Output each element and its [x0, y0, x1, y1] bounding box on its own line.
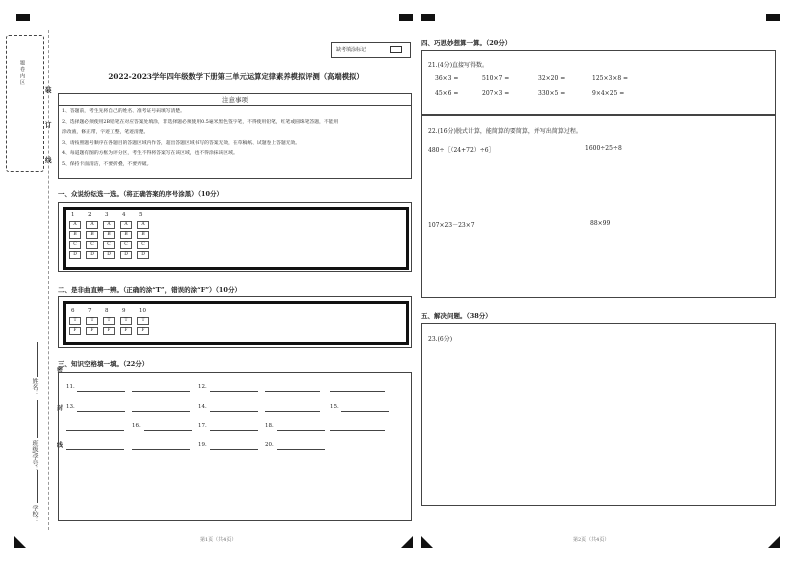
- notice-divider: [59, 105, 411, 106]
- section4-box-q22: [421, 114, 776, 298]
- q18-label: 18.: [265, 423, 274, 429]
- q12-label: 12.: [198, 384, 207, 390]
- q23-label: 23.(6分): [428, 336, 453, 343]
- question-number: 7: [88, 308, 92, 314]
- answer-bubble[interactable]: A: [137, 221, 149, 229]
- answer-bubble[interactable]: F: [69, 327, 81, 335]
- section2-bubble-grid: [69, 308, 169, 338]
- q22-item: 88×99: [590, 220, 611, 227]
- section4-title: 四、巧思妙想算一算。（20分）: [421, 39, 512, 47]
- answer-bubble[interactable]: D: [103, 251, 115, 259]
- answer-bubble[interactable]: T: [69, 317, 81, 325]
- section5-box: [421, 323, 776, 506]
- blank-line[interactable]: [77, 391, 125, 392]
- answer-bubble[interactable]: B: [86, 231, 98, 239]
- q21-item: 330×5 =: [538, 90, 566, 97]
- blank-line[interactable]: [210, 411, 258, 412]
- q17-label: 17.: [198, 423, 207, 429]
- corner-triangle-bm2: [421, 536, 433, 548]
- answer-bubble[interactable]: B: [120, 231, 132, 239]
- section3-title: 三、知识空格填一填。（22分）: [58, 360, 149, 368]
- blank-line[interactable]: [330, 430, 385, 431]
- school-line: [37, 470, 38, 503]
- blank-line[interactable]: [132, 411, 190, 412]
- notice-line: 涂改液，修正带，字迹工整，笔迹清楚。: [62, 130, 149, 135]
- q21-item: 36×3 =: [435, 75, 459, 82]
- answer-bubble[interactable]: T: [137, 317, 149, 325]
- blank-line[interactable]: [265, 411, 320, 412]
- class-line: [37, 400, 38, 438]
- answer-bubble[interactable]: C: [69, 241, 81, 249]
- answer-bubble[interactable]: C: [86, 241, 98, 249]
- absent-mark-label: 缺考填涂标记: [336, 47, 367, 53]
- question-number: 3: [105, 212, 109, 218]
- blank-line[interactable]: [66, 430, 124, 431]
- q21-item: 45×6 =: [435, 90, 459, 97]
- blank-line[interactable]: [66, 449, 124, 450]
- blank-line[interactable]: [210, 449, 258, 450]
- answer-bubble[interactable]: B: [103, 231, 115, 239]
- answer-bubble[interactable]: C: [103, 241, 115, 249]
- answer-bubble[interactable]: C: [120, 241, 132, 249]
- answer-bubble[interactable]: D: [86, 251, 98, 259]
- answer-bubble[interactable]: F: [103, 327, 115, 335]
- answer-bubble[interactable]: F: [86, 327, 98, 335]
- corner-mark-top-right: [766, 14, 780, 21]
- answer-bubble[interactable]: D: [69, 251, 81, 259]
- answer-bubble[interactable]: T: [120, 317, 132, 325]
- answer-bubble[interactable]: F: [120, 327, 132, 335]
- page-title: 2022-2023学年四年级数学下册第三单元运算定律素养模拟评测（高端模拟）: [108, 72, 364, 81]
- answer-bubble[interactable]: D: [120, 251, 132, 259]
- school-label: 学校：: [31, 505, 38, 523]
- q14-label: 14.: [198, 404, 207, 410]
- question-number: 9: [122, 308, 126, 314]
- blank-line[interactable]: [265, 391, 320, 392]
- blank-line[interactable]: [132, 449, 190, 450]
- q22-item: 480÷［（24+72）÷6］: [428, 147, 495, 154]
- q15-label: 15.: [330, 404, 339, 410]
- notice-line: 3、请按照题号顺序在各题目的答题区域内作答，超出答题区域书写的答案无效，在草稿纸、试题卷上答题无效。: [62, 140, 301, 146]
- name-line: [37, 342, 38, 377]
- binding-top-box-text: 题 卷 内 区: [19, 60, 25, 85]
- blank-line[interactable]: [341, 411, 389, 412]
- blank-line[interactable]: [132, 391, 190, 392]
- binding-top-box: [6, 35, 44, 172]
- question-number: 6: [71, 308, 75, 314]
- answer-bubble[interactable]: F: [137, 327, 149, 335]
- question-number: 10: [139, 308, 146, 314]
- blank-line[interactable]: [210, 430, 258, 431]
- question-number: 8: [105, 308, 109, 314]
- q19-label: 19.: [198, 442, 207, 448]
- answer-bubble[interactable]: B: [137, 231, 149, 239]
- answer-bubble[interactable]: A: [120, 221, 132, 229]
- blank-line[interactable]: [277, 430, 325, 431]
- section3-box: [58, 372, 412, 521]
- question-number: 2: [88, 212, 92, 218]
- q21-item: 32×20 =: [538, 75, 566, 82]
- q21-item: 207×3 =: [482, 90, 510, 97]
- corner-triangle-br: [768, 536, 780, 548]
- q20-label: 20.: [265, 442, 274, 448]
- blank-line[interactable]: [277, 449, 325, 450]
- answer-bubble[interactable]: A: [86, 221, 98, 229]
- question-number: 4: [122, 212, 126, 218]
- q22-label: 22.(16分)脱式计算，能简算的要简算，并写出简算过程。: [428, 128, 582, 135]
- notice-line: 5、保持卡面清洁，不要折叠，不要弄破。: [62, 161, 152, 167]
- name-label: 姓名：: [31, 378, 38, 396]
- q21-item: 9×4×25 =: [592, 90, 625, 97]
- q11-label: 11.: [66, 384, 75, 390]
- answer-bubble[interactable]: B: [69, 231, 81, 239]
- section1-title: 一、众说纷纭选一选。（将正确答案的序号涂黑）（10分）: [58, 190, 224, 198]
- answer-bubble[interactable]: T: [86, 317, 98, 325]
- section5-title: 五、解决问题。（38分）: [421, 312, 492, 320]
- notice-title: 注意事项: [222, 96, 248, 104]
- q16-label: 16.: [132, 423, 141, 429]
- q13-label: 13.: [66, 404, 75, 410]
- q21-item: 510×7 =: [482, 75, 510, 82]
- section2-title: 二、是非曲直辨一辨。（正确的涂“T”，错误的涂“F”）（10分）: [58, 286, 241, 294]
- answer-bubble[interactable]: A: [69, 221, 81, 229]
- corner-mark-top-left: [16, 14, 30, 21]
- notice-line: 1、答题前，考生先将自己的姓名、准考证号码填写清楚。: [62, 109, 185, 114]
- corner-mark-top-mid-left: [399, 14, 413, 21]
- notice-line: 2、选择题必须使用2B铅笔在对应答案处填涂，非选择题必须使用0.5毫米黑色签字笔，不得使用铅笔，红笔或圆珠笔答题，不能用: [62, 119, 339, 125]
- binding-dashed-line: [48, 30, 49, 530]
- question-number: 5: [139, 212, 143, 218]
- answer-bubble[interactable]: T: [103, 317, 115, 325]
- notice-line: 4、每道题有图的方框为评分区，考生不得将答案写在该区域，也不得涂抹该区域。: [62, 151, 238, 156]
- notice-lines: [62, 107, 408, 170]
- blank-line[interactable]: [330, 391, 385, 392]
- q22-item: 1600÷25÷8: [585, 145, 622, 152]
- section1-bubble-grid: [69, 212, 169, 262]
- blank-line[interactable]: [77, 411, 125, 412]
- corner-mark-top-mid-right: [421, 14, 435, 21]
- corner-triangle-bl: [14, 536, 26, 548]
- q22-item: 107×23－23×7: [428, 222, 475, 229]
- blank-line[interactable]: [210, 391, 258, 392]
- absent-mark-bubble[interactable]: [390, 46, 402, 53]
- question-number: 1: [71, 212, 75, 218]
- footer-right: 第2页（共4页）: [573, 537, 610, 543]
- footer-left: 第1页（共4页）: [200, 537, 237, 543]
- answer-bubble[interactable]: A: [103, 221, 115, 229]
- answer-bubble[interactable]: D: [137, 251, 149, 259]
- q21-item: 125×3×8 =: [592, 75, 629, 82]
- blank-line[interactable]: [144, 430, 192, 431]
- corner-triangle-bm1: [401, 536, 413, 548]
- q21-label: 21.(4分)直接写得数。: [428, 62, 489, 69]
- answer-bubble[interactable]: C: [137, 241, 149, 249]
- class-label: 班级/学号：: [31, 440, 38, 473]
